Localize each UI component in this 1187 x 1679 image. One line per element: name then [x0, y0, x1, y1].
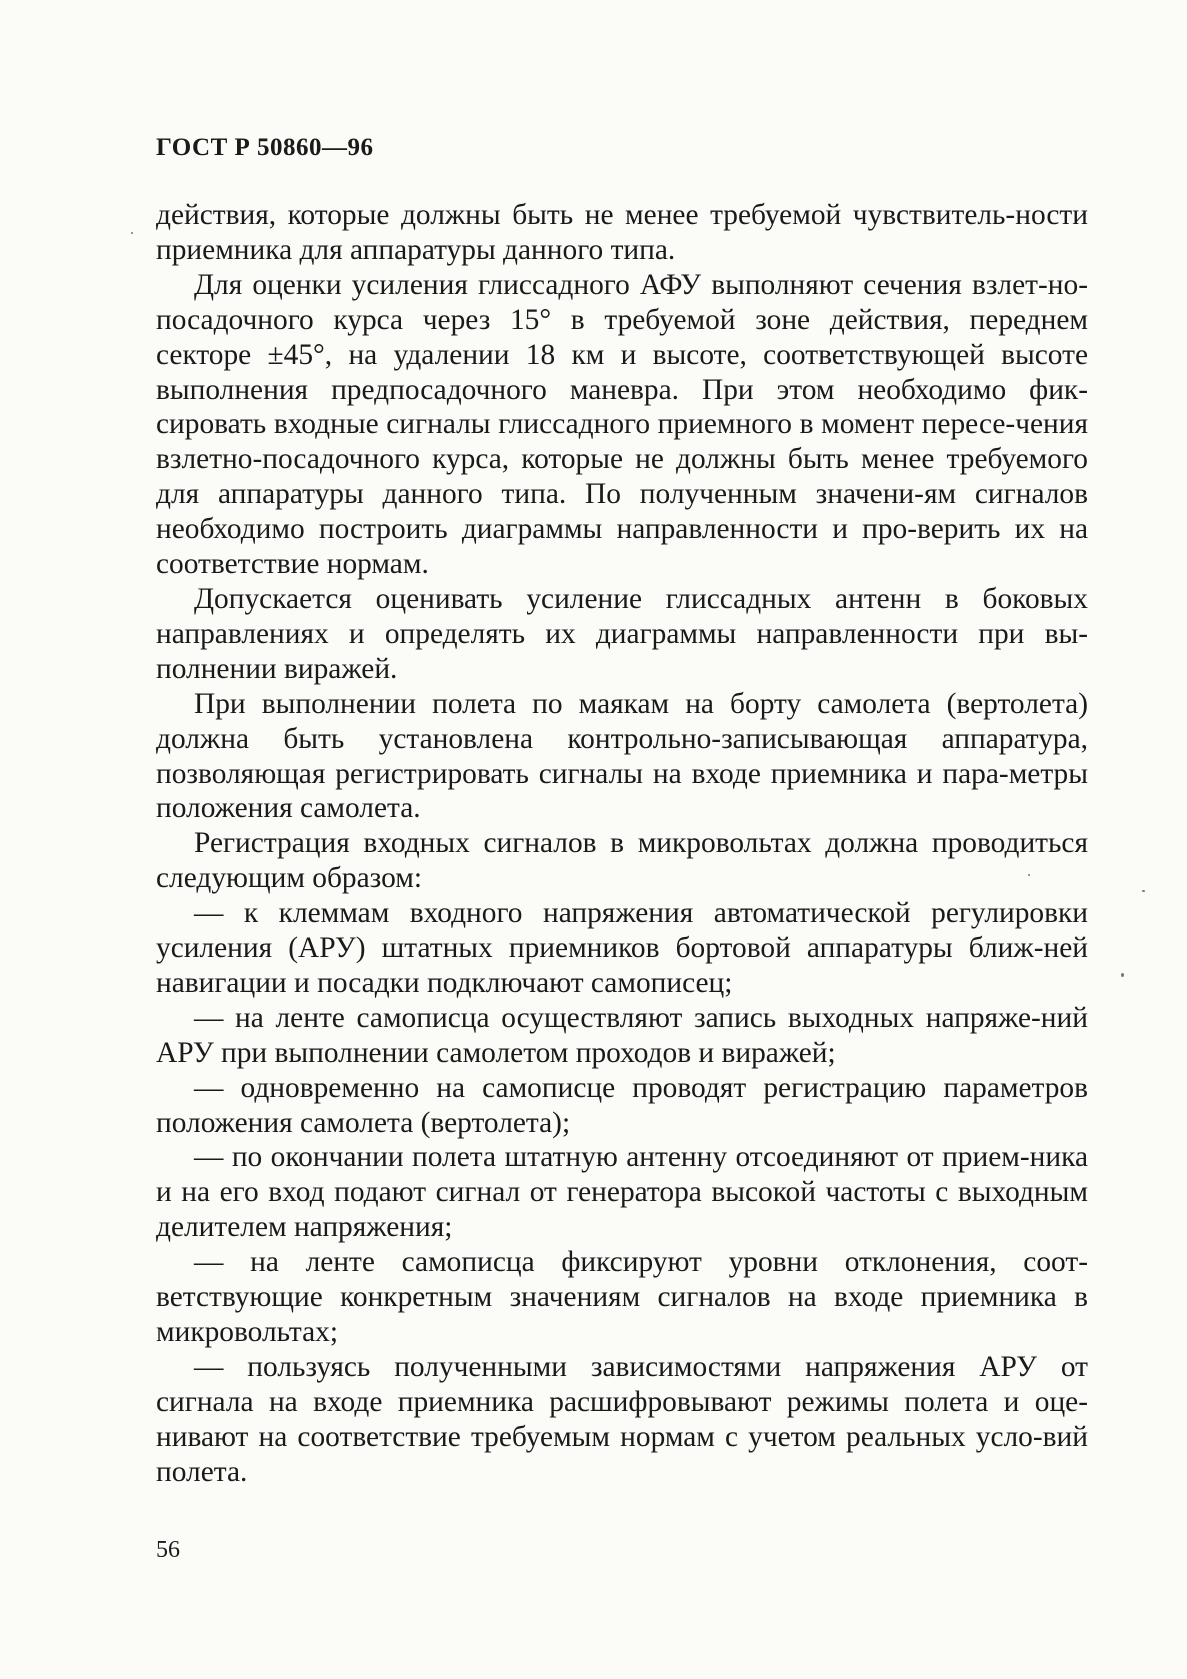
- list-item: — к клеммам входного напряжения автоматической регулировки усиления (АРУ) штатных приемников бортовой аппаратуры ближ-ней навигации и посадки подключают самописец;: [156, 897, 1088, 999]
- page-number: 56: [156, 1537, 180, 1563]
- paragraph: При выполнении полета по маякам на борту самолета (вертолета) должна быть установлена контрольно-записывающая аппаратура, позволяющая регистрировать сигналы на входе приемника и пара-метры положения самолета.: [156, 687, 1088, 825]
- scan-speck: [1028, 874, 1030, 876]
- list-item: — на ленте самописца фиксируют уровни отклонения, соот-ветствующие конкретным значениям сигналов на входе приемника в микровольтах;: [156, 1246, 1088, 1348]
- page-content: [156, 0, 1088, 1679]
- paragraph: Регистрация входных сигналов в микровольтах должна проводиться следующим образом:: [156, 827, 1088, 895]
- list-item: — на ленте самописца осуществляют запись выходных напряже-ний АРУ при выполнении самолетом проходов и виражей;: [156, 1001, 1088, 1069]
- scan-speck: [131, 232, 133, 234]
- paragraph: Для оценки усиления глиссадного АФУ выполняют сечения взлет-но-посадочного курса через 15° в требуемой зоне действия, переднем секторе ±45°, на удалении 18 км и высоте, соответствующей высоте выполнения предпосадочного маневра. При этом необходимо фик-сировать входные сигналы глиссадного приемного в момент пересе-чения взлетно-посадочного курса, которые не должны быть менее требуемого для аппаратуры данного типа. По полученным значени-ям сигналов необходимо построить диаграммы направленности и про-верить их на соответствие нормам.: [156, 268, 1088, 581]
- document-header: ГОСТ Р 50860—96: [156, 134, 374, 161]
- body-text: [156, 198, 1088, 1490]
- list-item: — по окончании полета штатную антенну отсоединяют от прием-ника и на его вход подают сигнал от генератора высокой частоты с выходным делителем напряжения;: [156, 1141, 1088, 1244]
- paragraph: Допускается оценивать усиление глиссадных антенн в боковых направлениях и определять их диаграммы направленности при вы-полнении виражей.: [156, 582, 1088, 685]
- list-item: — одновременно на самописце проводят регистрацию параметров положения самолета (вертолета);: [156, 1071, 1088, 1139]
- scan-speck: [1121, 973, 1124, 977]
- paragraph-continuation: действия, которые должны быть не менее требуемой чувствитель-ности приемника для аппаратуры данного типа.: [156, 199, 1088, 266]
- list-item: — пользуясь полученными зависимостями напряжения АРУ от сигнала на входе приемника расшифровывают режимы полета и оце-нивают на соответствие требуемым нормам с учетом реальных усло-вий полета.: [156, 1350, 1088, 1488]
- scan-speck: [1142, 890, 1145, 892]
